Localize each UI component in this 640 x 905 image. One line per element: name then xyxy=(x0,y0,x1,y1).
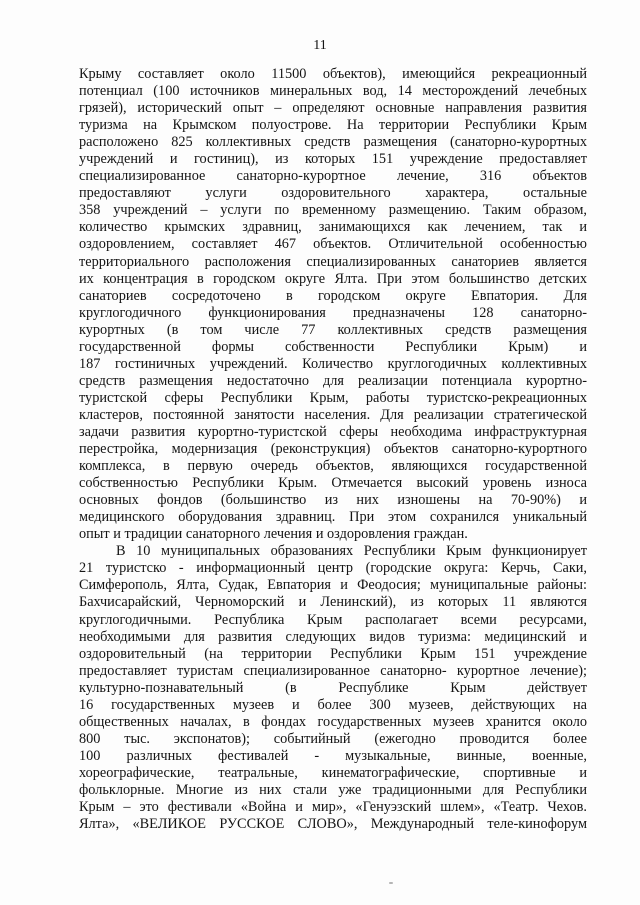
text-line: опыт и традиции санаторного лечения и оздоровления граждан. xyxy=(79,526,468,543)
text-line: Симферополь, Ялта, Судак, Евпатория и Феодосия; муниципальные районы: xyxy=(79,577,587,594)
scan-speck xyxy=(389,882,393,884)
text-line: кластеров, постоянной занятости населения. Для реализации стратегической xyxy=(79,406,587,423)
text-line: медицинского оборудования здравниц. При этом сохранился уникальный xyxy=(79,509,587,526)
text-line: предоставляет туристам специализированное санаторно- курортное лечение); xyxy=(79,662,587,679)
text-line: 100 различных фестивалей - музыкальные, винные, военные, xyxy=(79,747,587,764)
text-line: предоставляют услуги оздоровительного характера, остальные xyxy=(79,185,587,202)
text-line: туризма на Крымском полуострове. На территории Республики Крым xyxy=(79,117,587,134)
text-line: территориального расположения специализированных санаториев является xyxy=(79,253,587,270)
text-line: 16 государственных музеев и более 300 музеев, действующих на xyxy=(79,696,587,713)
text-line: оздоровительный (на территории Республики Крым 151 учреждение xyxy=(79,645,587,662)
text-line: основных фондов (большинство из них изношены на 70-90%) и xyxy=(79,492,587,509)
body-text xyxy=(79,66,587,833)
text-line: грязей), исторический опыт – определяют основные направления развития xyxy=(79,100,587,117)
text-line: необходимыми для развития следующих видов туризма: медицинский и xyxy=(79,628,587,645)
text-line: курортных (в том числе 77 коллективных средств размещения xyxy=(79,321,587,338)
text-line: Бахчисарайский, Черноморский и Ленинский), из которых 11 являются xyxy=(79,594,587,611)
text-line: государственной формы собственности Республики Крым) и xyxy=(79,338,587,355)
text-line: комплекса, в первую очередь объектов, являющихся государственной xyxy=(79,458,587,475)
text-line: потенциал (100 источников минеральных вод, 14 месторождений лечебных xyxy=(79,83,587,100)
text-line: их концентрация в городском округе Ялта. При этом большинство детских xyxy=(79,270,587,287)
text-line: 21 туристско - информационный центр (городские округа: Керчь, Саки, xyxy=(79,560,587,577)
text-line: хореографические, театральные, кинематографические, спортивные и xyxy=(79,764,587,781)
text-line: культурно-познавательный (в Республике Крым действует xyxy=(79,679,587,696)
text-line: 358 учреждений – услуги по временному размещению. Таким образом, xyxy=(79,202,587,219)
page-number: 11 xyxy=(313,38,327,53)
text-line: количество крымских здравниц, занимающихся как лечением, так и xyxy=(79,219,587,236)
text-line: санаториев сосредоточено в городском округе Евпатория. Для xyxy=(79,287,587,304)
paragraph-first-line: В 10 муниципальных образованиях Республики Крым функционирует xyxy=(116,543,587,560)
text-line: 800 тыс. экспонатов); событийный (ежегодно проводится более xyxy=(79,730,587,747)
text-line: учреждений и гостиниц), из которых 151 учреждение предоставляет xyxy=(79,151,587,168)
text-line: круглогодичными. Республика Крым располагает всеми ресурсами, xyxy=(79,611,587,628)
text-line: перестройка, модернизация (реконструкция) объектов санаторно-курортного xyxy=(79,441,587,458)
text-line: задачи развития курортно-туристской сферы необходима инфраструктурная xyxy=(79,423,587,440)
text-line: специализированное санаторно-курортное лечение, 316 объектов xyxy=(79,168,587,185)
text-line: общественных началах, в фондах государственных музеев хранится около xyxy=(79,713,587,730)
text-line: оздоровлением, составляет 467 объектов. Отличительной особенностью xyxy=(79,236,587,253)
text-line: собственностью Республики Крым. Отмечается высокий уровень износа xyxy=(79,475,587,492)
text-line: Крым – это фестивали «Война и мир», «Генуэзский шлем», «Театр. Чехов. xyxy=(79,799,587,816)
text-line: фольклорные. Многие из них стали уже традиционными для Республики xyxy=(79,781,587,798)
text-line: туристской сферы Республики Крым, работы туристско-рекреационных xyxy=(79,389,587,406)
text-line: Ялта», «ВЕЛИКОЕ РУССКОЕ СЛОВО», Международный теле-кинофорум xyxy=(79,816,587,833)
text-line: круглогодичного функционирования предназначены 128 санаторно- xyxy=(79,304,587,321)
text-line: средств размещения недостаточно для реализации потенциала курортно- xyxy=(79,372,587,389)
text-line: расположено 825 коллективных средств размещения (санаторно-курортных xyxy=(79,134,587,151)
text-line: 187 гостиничных учреждений. Количество круглогодичных коллективных xyxy=(79,355,587,372)
text-line: Крыму составляет около 11500 объектов), имеющийся рекреационный xyxy=(79,66,587,82)
